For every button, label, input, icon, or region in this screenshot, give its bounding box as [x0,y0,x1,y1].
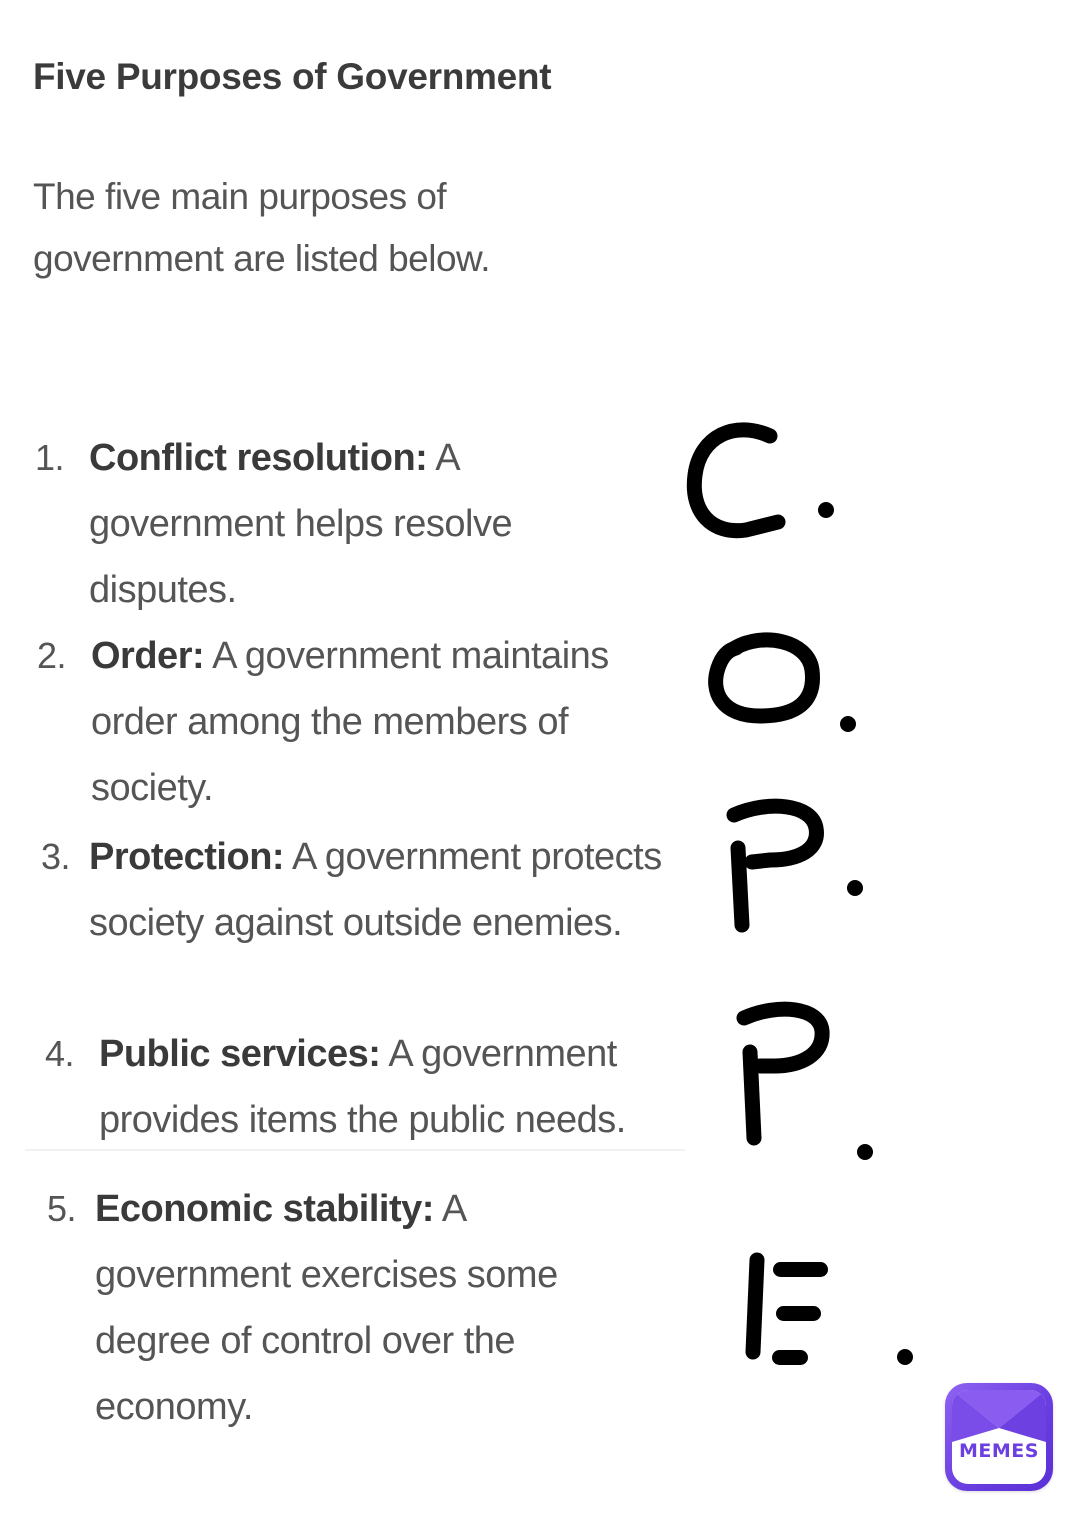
page-title: Five Purposes of Government [33,56,552,97]
handwritten-e-bar [773,1262,828,1277]
list-item-number: 2. [37,635,67,676]
list-item-number: 1. [35,437,65,478]
memes-watermark [945,1383,1053,1491]
envelope-icon [952,1390,1046,1484]
handwritten-dot [857,1144,873,1160]
handwritten-letter-o [716,640,813,716]
handwritten-e-bar [772,1350,808,1365]
handwritten-e-bar [776,1306,821,1321]
list-item-number: 5. [47,1188,77,1229]
list-item-number: 4. [45,1033,75,1074]
list-item-term: Economic stability: [95,1188,434,1230]
watermark-text: MEMES [959,1440,1039,1462]
handwritten-dot [840,716,856,732]
list-item-description: A government helps resolve disputes. [89,437,513,611]
list-item-term: Conflict resolution: [89,437,428,479]
list-item-description: A government protects society against outside enemies. [89,836,662,944]
handwritten-dot [897,1349,913,1365]
handwritten-letter-p [738,848,742,925]
list-item-description: A government maintains order among the members of society. [91,635,609,809]
list-item-term: Public services: [99,1033,381,1075]
handwritten-letter-c [694,430,778,531]
handwritten-dot [847,880,863,896]
list-item-number: 3. [41,836,71,877]
list-item-description: A government provides items the public needs. [99,1033,626,1141]
intro-paragraph: The five main purposes of government are listed below. [33,176,490,279]
list-item-description: A government exercises some degree of control over the economy. [95,1188,558,1428]
list-item-term: Order: [91,635,205,677]
handwritten-dot [818,502,834,518]
handwritten-letter-e [753,1260,757,1352]
list-item-term: Protection: [89,836,285,878]
